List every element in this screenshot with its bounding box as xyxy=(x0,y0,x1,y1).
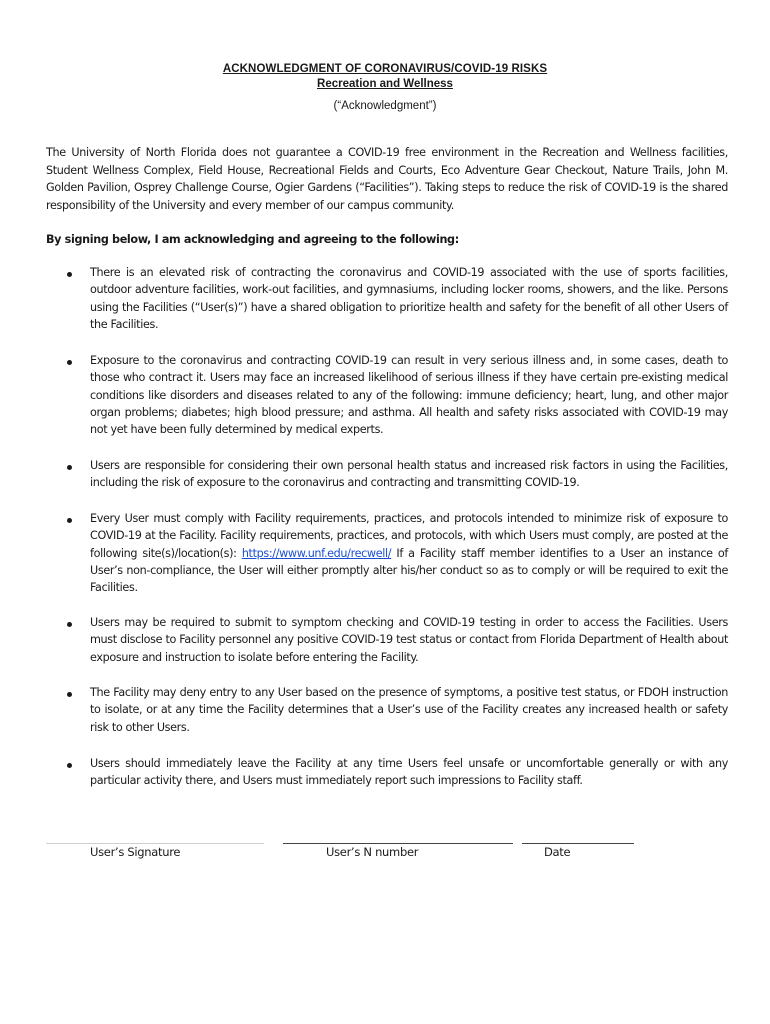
list-item: Users should immediately leave the Facility at any time Users feel unsafe or uncomfortable generally or with any particular activity there, and Users must immediately report such impressions to Facility staff. xyxy=(90,757,728,788)
bullet-icon xyxy=(67,692,72,697)
n-number-label: User’s N number xyxy=(326,845,419,859)
document-title: ACKNOWLEDGMENT OF CORONAVIRUS/COVID-19 RISKS xyxy=(222,63,548,75)
agreement-lead: By signing below, I am acknowledging and agreeing to the following: xyxy=(46,233,459,246)
document-header xyxy=(0,62,770,114)
list-item: Users may be required to submit to symptom checking and COVID-19 testing in order to access the Facilities. Users must disclose to Facility personnel any positive COVID-19 test status or contact from Florida Department of Health about exposure and instruction to isolate before entering the Facility. xyxy=(90,616,728,664)
document-subtitle: Recreation and Wellness xyxy=(317,78,453,90)
signature-line[interactable] xyxy=(46,843,264,844)
list-item: The Facility may deny entry to any User based on the presence of symptoms, a positive test status, or FDOH instruction to isolate, or at any time the Facility determines that a User’s use of the Facility creates any increased health or safety risk to other Users. xyxy=(90,686,728,734)
signature-label: User’s Signature xyxy=(90,845,181,859)
bullet-icon xyxy=(67,465,72,470)
bullet-icon xyxy=(67,518,72,523)
bullet-icon xyxy=(67,360,72,365)
recwell-link[interactable]: https://www.unf.edu/recwell/ xyxy=(241,546,392,560)
list-item: There is an elevated risk of contracting the coronavirus and COVID-19 associated with the use of sports facilities, outdoor adventure facilities, work-out facilities, and gymnasiums, including locker rooms, showers, and the like. Persons using the Facilities (“User(s)”) have a shared obligation to prioritize health and safety for the benefit of all other Users of the Facilities. xyxy=(90,266,728,331)
intro-paragraph: The University of North Florida does not guarantee a COVID-19 free environment in the Recreation and Wellness facilities, Student Wellness Complex, Field House, Recreational Fields and Courts, Eco Adventure Gear Checkout, Nature Trails, John M. Golden Pavilion, Osprey Challenge Course, Ogier Gardens (“Facilities”). Taking steps to reduce the risk of COVID-19 is the shared responsibility of the University and every member of our campus community. xyxy=(46,146,728,212)
list-item xyxy=(90,510,728,596)
list-item-text: Every User must comply with Facility requirements, practices, and protocols intended to minimize risk of exposure to COVID-19 at the Facility. Facility requirements, practices, and protocols, with which Users must comply, are posted at the following site(s)/location(s): xyxy=(90,512,728,560)
list-item: Exposure to the coronavirus and contracting COVID-19 can result in very serious illness and, in some cases, death to those who contract it. Users may face an increased likelihood of serious illness if they have certain pre-existing medical conditions like disorders and diseases related to any of the following: immune deficiency; heart, lung, and other major organ problems; diabetes; high blood pressure; and asthma. All health and safety risks associated with COVID-19 may not yet have been fully determined by medical experts. xyxy=(90,354,728,437)
n-number-line[interactable] xyxy=(283,843,513,844)
date-label: Date xyxy=(544,845,571,859)
list-item: Users are responsible for considering their own personal health status and increased risk factors in using the Facilities, including the risk of exposure to the coronavirus and contracting and transmitting COVID-19. xyxy=(90,459,728,490)
date-line[interactable] xyxy=(522,843,634,844)
bullet-icon xyxy=(67,763,72,768)
short-name: (“Acknowledgment”) xyxy=(333,100,437,112)
list-item-text: If a Facility staff member identifies to a User an instance of User’s non-compliance, the User will either promptly alter his/her conduct so as to comply or will be required to exit the Facilities. xyxy=(90,546,728,595)
bullet-icon xyxy=(67,272,72,277)
bullet-icon xyxy=(67,622,72,627)
